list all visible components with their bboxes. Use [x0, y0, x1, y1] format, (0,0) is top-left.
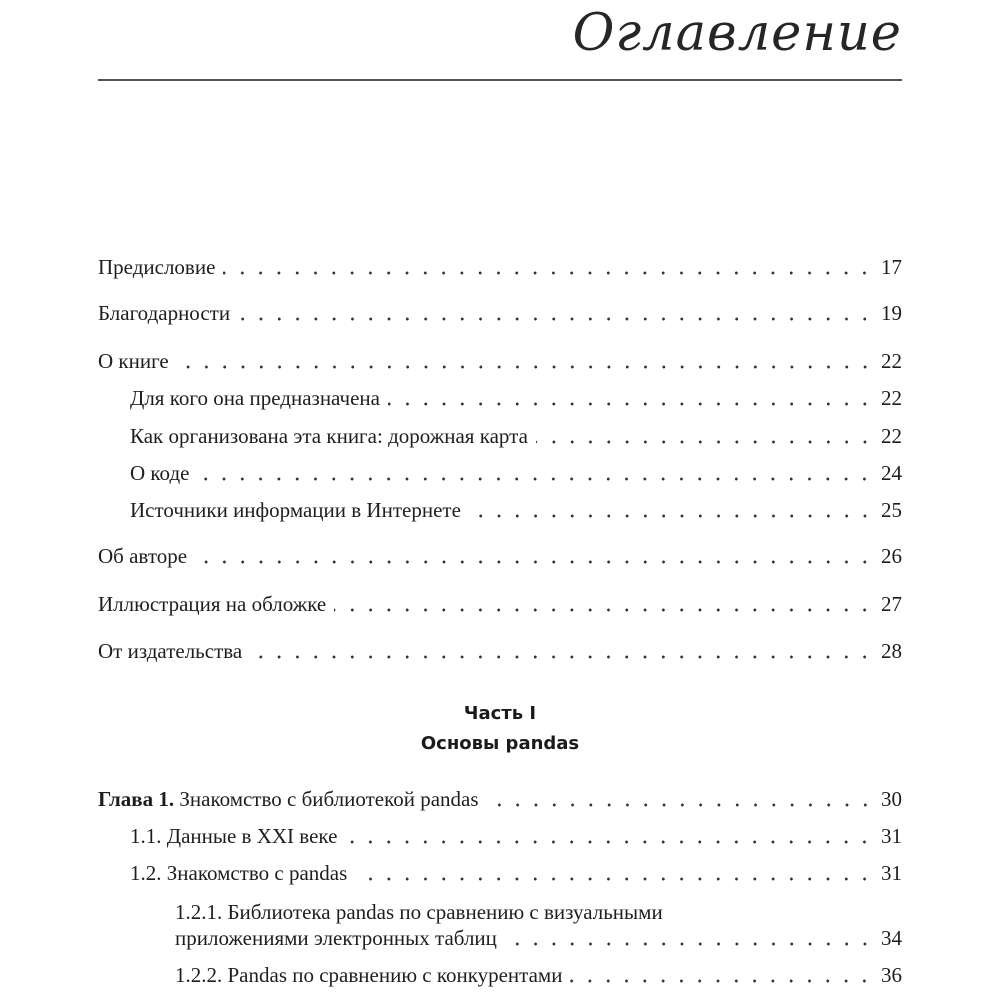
toc-page-number: 17	[881, 255, 902, 279]
title-divider	[98, 79, 902, 81]
dot-leader	[505, 932, 874, 946]
toc-page-number: 22	[881, 386, 902, 410]
toc-entry-label: О коде	[130, 461, 190, 485]
toc-entry-label: Источники информации в Интернете	[130, 498, 461, 522]
part-number-heading: Часть I	[463, 703, 537, 724]
dot-leader	[570, 969, 874, 983]
toc-entry-roadmap[interactable]	[130, 422, 902, 450]
part-title-heading: Основы pandas	[420, 733, 580, 754]
dot-leader	[388, 392, 874, 406]
toc-page-number: 28	[881, 639, 902, 663]
toc-entry-audience[interactable]	[130, 384, 902, 412]
toc-entry-acknowledgements[interactable]	[98, 299, 902, 327]
toc-entry-label: 1.2. Знакомство с pandas	[130, 861, 348, 885]
dot-leader	[250, 645, 874, 659]
toc-entry-about-book[interactable]	[98, 347, 902, 375]
toc-entry-label: Иллюстрация на обложке	[98, 592, 327, 616]
toc-page-number: 34	[881, 926, 902, 950]
toc-page-number: 31	[881, 861, 902, 885]
toc-page-number: 24	[881, 461, 902, 485]
dot-leader	[177, 355, 874, 369]
toc-entry-label: Об авторе	[98, 544, 188, 568]
dot-leader	[197, 467, 874, 481]
toc-entry-online-resources[interactable]	[130, 496, 902, 524]
toc-entry-label: Предисловие	[98, 255, 216, 279]
toc-entry-label: Благодарности	[98, 301, 231, 325]
toc-entry-cover-illustration[interactable]	[98, 590, 902, 618]
dot-leader	[487, 793, 874, 807]
toc-entry-section-1-2-1[interactable]	[175, 924, 902, 952]
toc-page-number: 36	[881, 963, 902, 987]
dot-leader	[334, 598, 874, 612]
toc-page-number: 22	[881, 424, 902, 448]
toc-entry-chapter-1[interactable]	[98, 785, 902, 813]
toc-page-number: 22	[881, 349, 902, 373]
toc-page-number: 30	[881, 787, 902, 811]
dot-leader	[469, 504, 874, 518]
toc-entry-section-1-1[interactable]	[130, 822, 902, 850]
dot-leader	[223, 261, 874, 275]
toc-entry-label: 1.1. Данные в XXI веке	[130, 824, 338, 848]
page-title: Оглавление	[572, 4, 902, 63]
dot-leader	[238, 307, 874, 321]
toc-page-number: 19	[881, 301, 902, 325]
toc-entry-section-1-2[interactable]	[130, 859, 902, 887]
toc-entry-from-publisher[interactable]	[98, 637, 902, 665]
toc-entry-section-1-2-2[interactable]	[175, 961, 902, 989]
toc-entry-label: приложениями электронных таблиц	[175, 926, 497, 950]
toc-entry-label	[98, 785, 479, 813]
toc-page-number: 31	[881, 824, 902, 848]
toc-entry-label: Для кого она предназначена	[130, 386, 380, 410]
chapter-prefix: Глава 1.	[98, 787, 175, 811]
toc-page-number: 25	[881, 498, 902, 522]
toc-page-number: 26	[881, 544, 902, 568]
toc-entry-about-author[interactable]	[98, 542, 902, 570]
toc-entry-label: 1.2.2. Pandas по сравнению с конкурентами	[175, 963, 563, 987]
dot-leader	[195, 550, 874, 564]
toc-entry-label: Как организована эта книга: дорожная карта	[130, 424, 528, 448]
toc-page-number: 27	[881, 592, 902, 616]
toc-entry-label: О книге	[98, 349, 169, 373]
toc-entry-about-code[interactable]	[130, 459, 902, 487]
dot-leader	[355, 867, 874, 881]
toc-entry-label: От издательства	[98, 639, 243, 663]
toc-entry-section-1-2-1-line1[interactable]: 1.2.1. Библиотека pandas по сравнению с визуальными	[175, 900, 663, 924]
dot-leader	[345, 830, 874, 844]
chapter-title: Знакомство с библиотекой pandas	[174, 787, 479, 811]
dot-leader	[536, 430, 874, 444]
toc-entry-preface[interactable]	[98, 253, 902, 281]
